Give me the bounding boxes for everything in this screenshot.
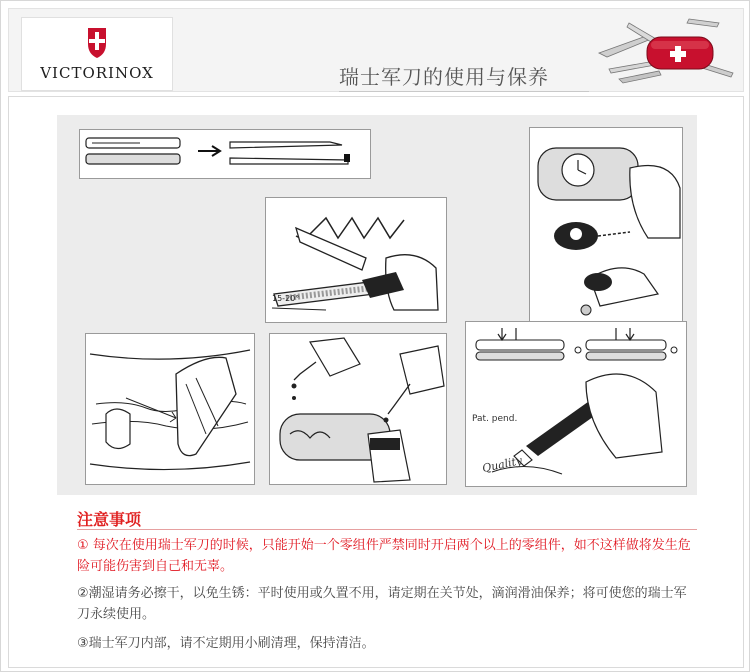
- page-title: 瑞士军刀的使用与保养: [339, 65, 549, 89]
- swiss-cross-shield-icon: [22, 18, 172, 62]
- patent-pending-label: Pat. pend.: [472, 414, 518, 424]
- illustration-cleaning-water: [85, 333, 255, 485]
- illustration-sharpening: [265, 197, 447, 323]
- illustration-tweezers-pen: [79, 129, 371, 179]
- brand-name: VICTORINOX: [40, 64, 154, 82]
- illustration-pen-clip: [465, 321, 687, 487]
- content-area: [8, 96, 744, 668]
- victorinox-logo[interactable]: [21, 17, 173, 91]
- notes-divider: [77, 529, 697, 530]
- illustration-clock-cap: [529, 127, 683, 323]
- usage-illustration: [57, 115, 697, 495]
- swiss-army-knife-image: [589, 13, 739, 89]
- angle-label: 15-20°: [272, 294, 300, 303]
- illustration-oiling: [269, 333, 447, 485]
- header-divider: [339, 91, 589, 92]
- note-item-2: ②潮湿请务必擦干，以免生锈：平时使用或久置不用，请定期在关节处，滴润滑油保养；将可使您的瑞士军刀永续使用。: [77, 586, 687, 622]
- note-item-3: ③瑞士军刀内部，请不定期用小刷清理，保持清洁。: [77, 636, 375, 651]
- quality-script-label: Quality: [481, 453, 524, 476]
- notes-title: 注意事项: [77, 510, 142, 529]
- note-item-1: ① 每次在使用瑞士军刀的时候，只能开始一个零组件严禁同时开启两个以上的零组件，如不这样做将发生危险可能伤害到自己和无辜。: [77, 538, 691, 574]
- page-header: [8, 8, 744, 92]
